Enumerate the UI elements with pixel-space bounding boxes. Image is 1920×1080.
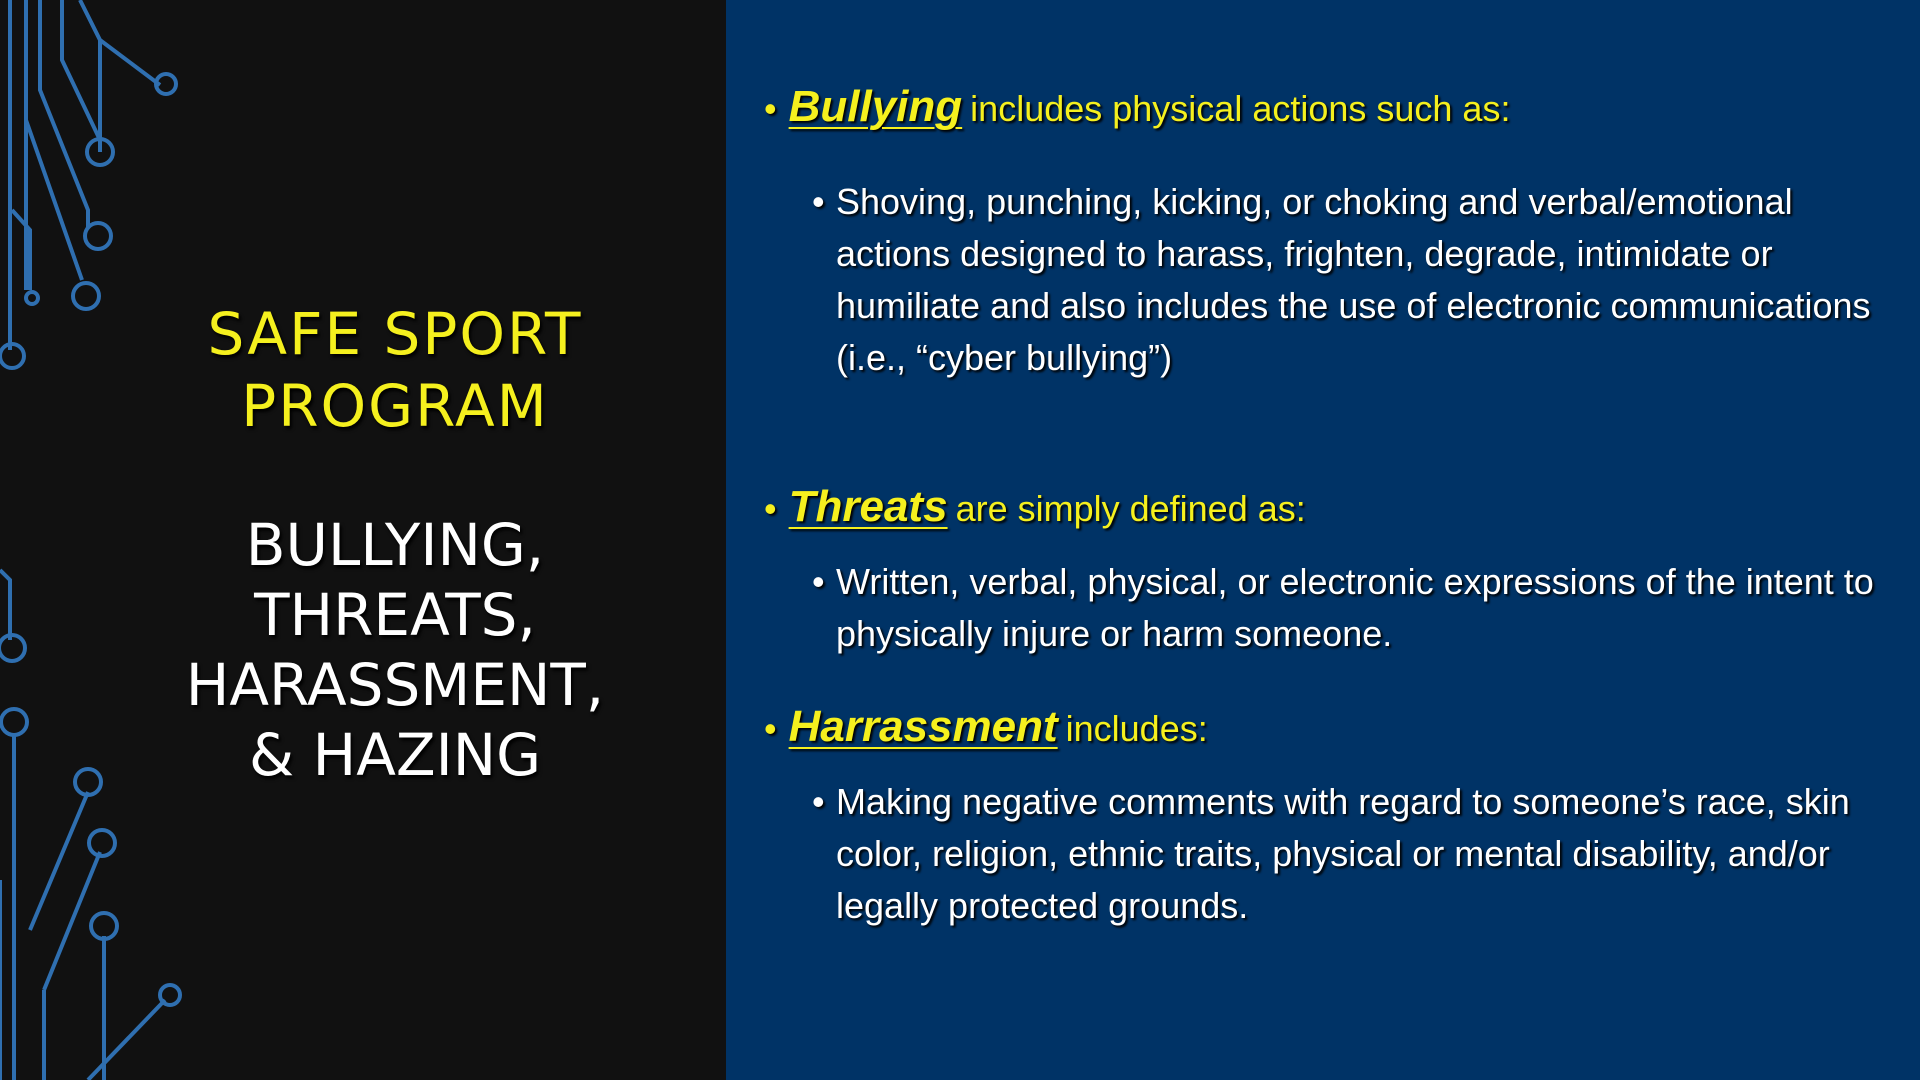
topic-title [0, 510, 726, 790]
program-title [0, 298, 726, 442]
topic-title-line2: THREATS, [254, 581, 536, 649]
harrassment-definition-text: Making negative comments with regard to someone’s race, skin color, religion, ethnic traits, physical or mental disability, and/or legally protected grounds. [836, 781, 1850, 926]
bullying-definition-text: Shoving, punching, kicking, or choking and verbal/emotional actions designed to harass, frighten, degrade, intimidate or humiliate and also includes the use of electronic communications (i.e., “cyber bullying”) [836, 181, 1871, 378]
bullying-definition [812, 176, 1896, 384]
threats-term: Threats [788, 482, 948, 531]
left-panel [0, 0, 726, 1080]
sub-bullet-dot: • [812, 181, 825, 222]
threats-heading-rest: are simply defined as: [955, 488, 1306, 529]
harrassment-heading-rest: includes: [1065, 708, 1208, 749]
bullet-dot: • [764, 488, 777, 529]
threats-definition-text: Written, verbal, physical, or electronic expressions of the intent to physically injure or harm someone. [836, 561, 1874, 654]
bullying-term: Bullying [788, 82, 963, 131]
threats-heading [764, 482, 1306, 532]
sub-bullet-dot: • [812, 781, 825, 822]
threats-definition [812, 556, 1896, 660]
harrassment-term: Harrassment [788, 702, 1058, 751]
program-title-line2: PROGRAM [241, 372, 549, 440]
sub-bullet-dot: • [812, 561, 825, 602]
bullet-dot: • [764, 88, 777, 129]
topic-title-line4: & HAZING [248, 721, 542, 789]
harrassment-definition [812, 776, 1896, 932]
program-title-line1: SAFE SPORT [207, 300, 583, 368]
harrassment-heading [764, 702, 1208, 752]
bullet-dot: • [764, 708, 777, 749]
topic-title-line1: BULLYING, [245, 511, 545, 579]
bullying-heading [764, 82, 1510, 132]
bullying-heading-rest: includes physical actions such as: [970, 88, 1511, 129]
topic-title-line3: HARASSMENT, [185, 651, 605, 719]
